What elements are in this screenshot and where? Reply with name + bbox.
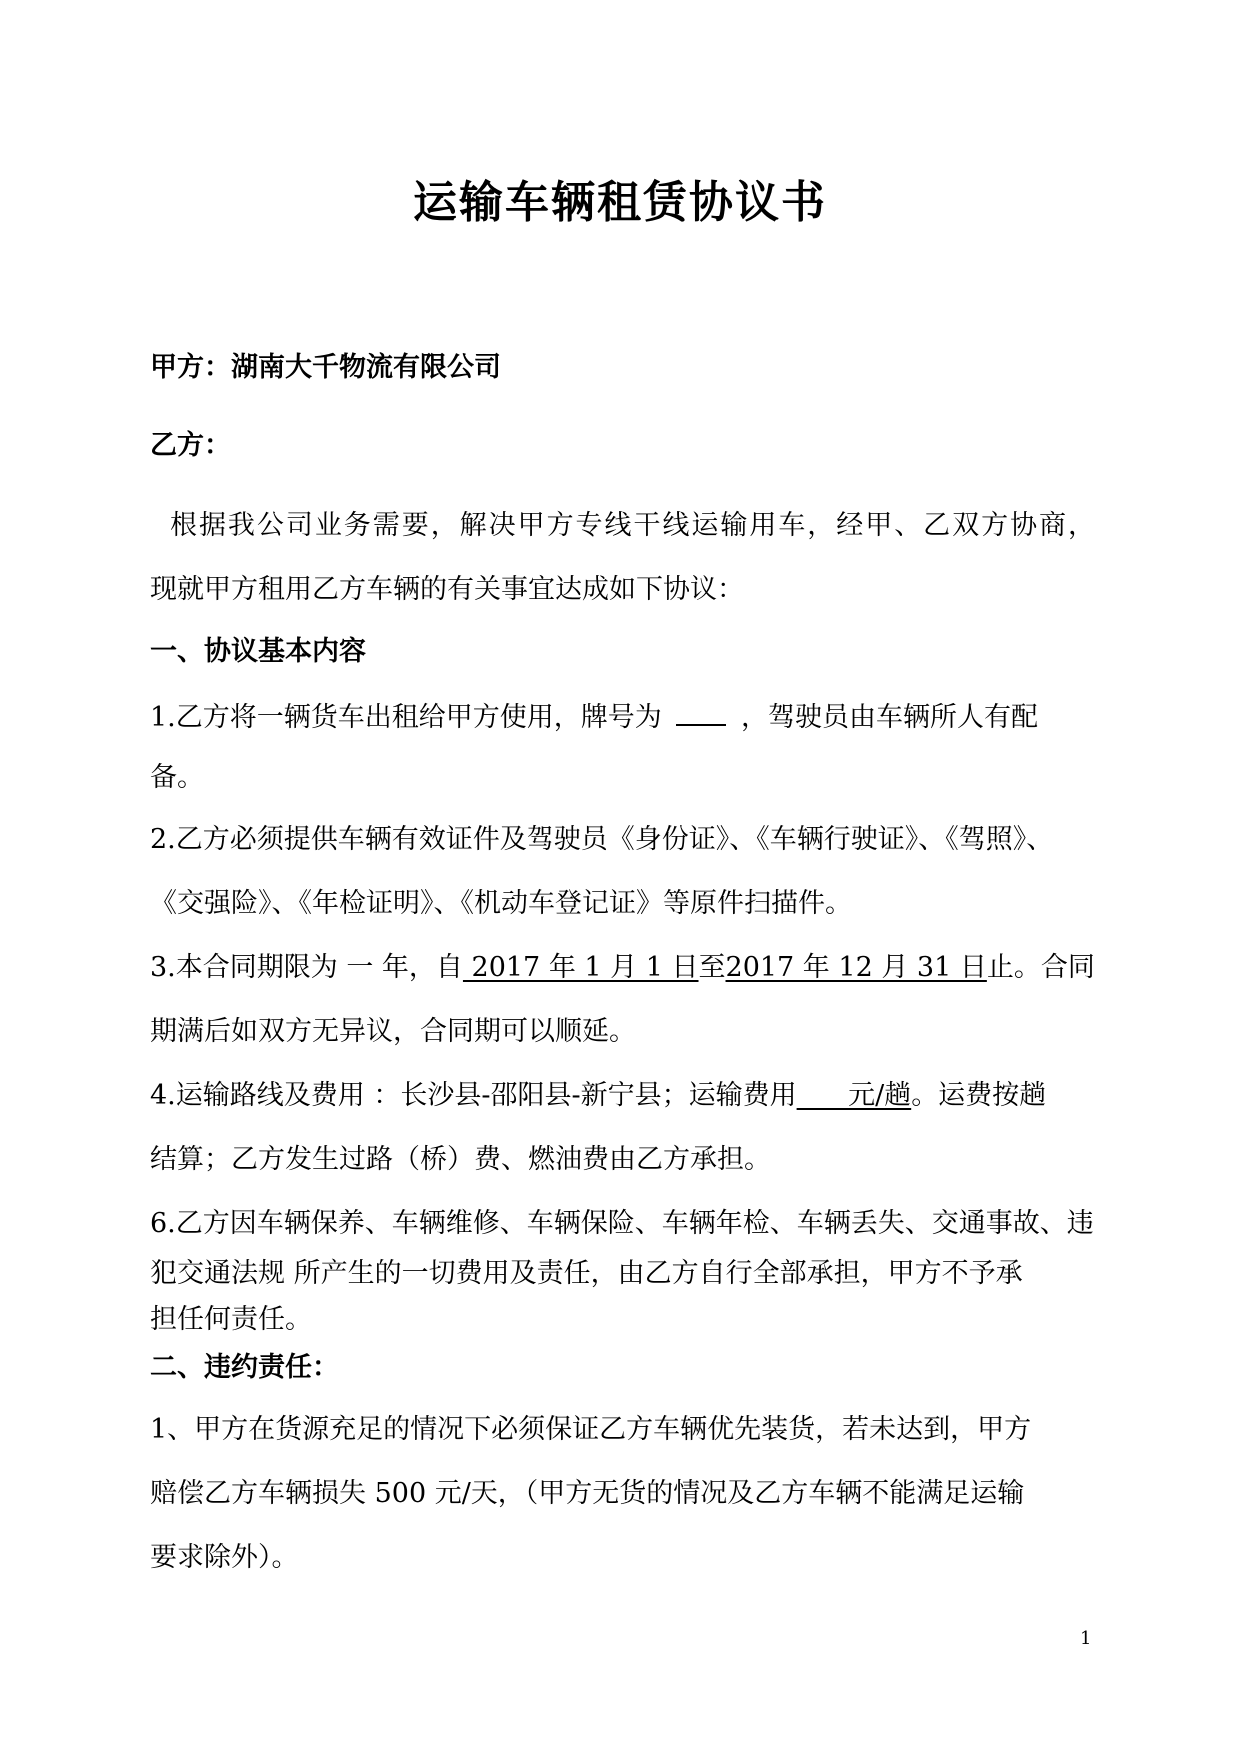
item-1-text-a: 1.乙方将一辆货车出租给甲方使用，牌号为 — [150, 702, 662, 733]
intro-line-1: 根据我公司业务需要，解决甲方专线干线运输用车，经甲、乙双方协商， — [170, 510, 1095, 541]
section-2-item-1-line-1: 1、甲方在货源充足的情况下必须保证乙方车辆优先装货，若未达到，甲方 — [150, 1414, 1032, 1445]
item-3-line-2: 期满后如双方无异议，合同期可以顺延。 — [150, 1016, 636, 1047]
item-6-line-1: 6.乙方因车辆保养、车辆维修、车辆保险、车辆年检、车辆丢失、交通事故、违 — [150, 1208, 1094, 1239]
party-a: 甲方：湖南大千物流有限公司 — [150, 352, 501, 383]
item-3-text-b: 至 — [698, 952, 726, 983]
transport-fee: 元/趟 — [796, 1080, 912, 1111]
item-2-line-1: 2.乙方必须提供车辆有效证件及驾驶员《身份证》、《车辆行驶证》、《驾照》、 — [150, 824, 1054, 855]
intro-line-2: 现就甲方租用乙方车辆的有关事宜达成如下协议： — [150, 574, 744, 605]
item-2-line-2: 《交强险》、《年检证明》、《机动车登记证》等原件扫描件。 — [150, 888, 852, 919]
document-title: 运输车辆租赁协议书 — [413, 177, 827, 228]
section-2-item-1-line-3: 要求除外）。 — [150, 1542, 299, 1573]
section-2-heading: 二、违约责任： — [150, 1352, 339, 1383]
party-b: 乙方： — [150, 430, 231, 461]
plate-number-blank — [676, 694, 726, 726]
item-1-line-2: 备。 — [150, 762, 204, 793]
item-4-line-1 — [150, 1076, 1095, 1116]
start-date: 2017 年 1 月 1 日 — [462, 952, 699, 983]
item-3-line-1 — [150, 948, 1095, 988]
item-4-text-a: 4.运输路线及费用 ：长沙县-邵阳县-新宁县；运输费用 — [150, 1080, 797, 1111]
section-1-heading: 一、协议基本内容 — [150, 636, 366, 667]
item-3-text-c: 止。合同 — [986, 952, 1095, 983]
section-2-item-1-line-2: 赔偿乙方车辆损失 500 元/天，（甲方无货的情况及乙方车辆不能满足运输 — [150, 1478, 1025, 1509]
item-6-line-3: 担任何责任。 — [150, 1304, 312, 1335]
page-number: 1 — [1080, 1628, 1092, 1649]
end-date: 2017 年 12 月 31 日 — [725, 952, 987, 983]
item-1-text-b: ，驾驶员由车辆所人有配 — [740, 702, 1038, 733]
item-4-line-2: 结算；乙方发生过路（桥）费、燃油费由乙方承担。 — [150, 1144, 771, 1175]
item-4-text-b: 。运费按趟 — [911, 1080, 1047, 1111]
item-3-text-a: 3.本合同期限为 一 年，自 — [150, 952, 463, 983]
item-6-line-2: 犯交通法规 所产生的一切费用及责任，由乙方自行全部承担，甲方不予承 — [150, 1258, 1023, 1289]
item-1-line-1 — [150, 694, 1095, 738]
